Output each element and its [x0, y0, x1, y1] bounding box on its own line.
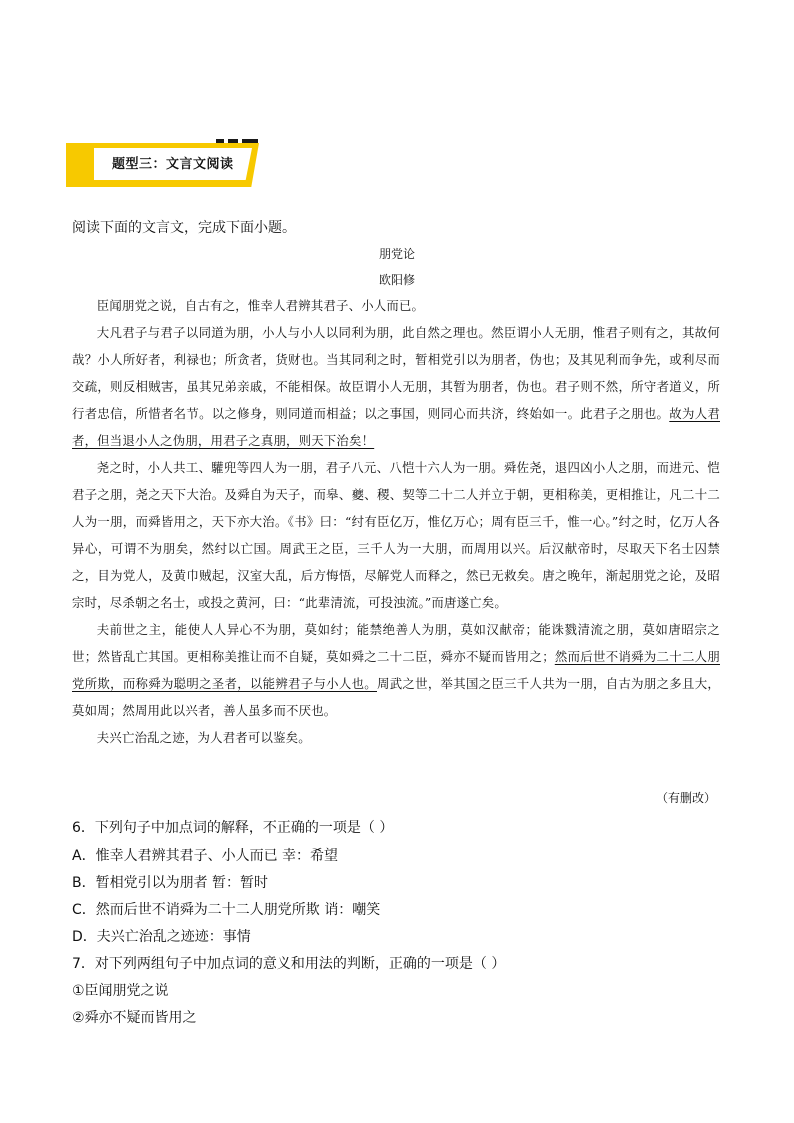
section-title: 题型三：文言文阅读: [112, 157, 234, 172]
passage-text: 周武之世，举其国之臣三千人共为一朋，自古为朋之多且大，莫如周；然周用此以兴者，善人虽多而不厌也。: [72, 676, 720, 718]
banner-decoration: [216, 139, 224, 143]
passage-text: 大凡君子与君子以同道为朋，小人与小人以同利为朋，此自然之理也。然臣谓小人无朋，惟君子则有之，其故何哉？小人所好者，利禄也；所贪者，货财也。当其同利之时，暂相党引以为朋者，伪也；及其见利而争先，或利尽而交疏，则反相贼害，虽其兄弟亲戚，不能相保。故臣谓小人无朋，其暂为朋者，伪也。君子则不然，所守者道义，所行者忠信，所惜者名节。以之修身，则同道而相益；以之事国，则同心而共济，终始如一。此君子之朋也。: [72, 325, 720, 421]
option-b: B．暂相党引以为朋者 暂：暂时: [72, 875, 269, 891]
banner-decoration: [242, 139, 258, 143]
passage-text: 尧之时，小人共工、驩兜等四人为一朋，君子八元、八恺十六人为一朋。舜佐尧，退四凶小人之朋，而进元、恺君子之朋，尧之天下大治。及舜自为天子，而皋、夔、稷、契等二十二人并立于朝，更相称美，更相推让，凡二十二人为一朋，而舜皆用之，天下亦大治。《书》曰：“纣有臣亿万，惟亿万心；周有臣三千，惟一心。”纣之时，亿万人各异心，可谓不为朋矣，然纣以亡国。周武王之臣，三千人为一大朋，而周用以兴。后汉献帝时，尽取天下名士囚禁之，目为党人，及黄巾贼起，汉室大乱，后方悔悟，尽解党人而释之，然已无救矣。唐之晚年，渐起朋党之论，及昭宗时，尽杀朝之名士，或投之黄河，曰：“此辈清流，可投浊流。”而唐遂亡矣。: [72, 460, 720, 610]
banner-decoration: [228, 139, 238, 143]
underlined-sentence: 然而后世不诮舜为二十二人朋党所欺，而称舜为聪明之圣者，以能辨君子与小人也。: [72, 649, 720, 691]
passage-title: 朋党论: [378, 247, 415, 261]
question-7-stem: 7．对下列两组句子中加点词的意义和用法的判断，正确的一项是（ ）: [72, 956, 506, 972]
question-7-item-1: ①臣闻朋党之说: [72, 983, 169, 999]
option-c: C．然而后世不诮舜为二十二人朋党所欺 诮：嘲笑: [72, 902, 381, 918]
option-a: A．惟幸人君辨其君子、小人而已 幸：希望: [72, 848, 339, 864]
option-d: D．夫兴亡治乱之迹迹：事情: [72, 929, 251, 945]
passage-paragraph: [72, 292, 720, 319]
source-note: （有删改）: [655, 791, 716, 805]
passage-paragraph: [72, 454, 720, 616]
question-7-item-2: ②舜亦不疑而皆用之: [72, 1010, 197, 1026]
underlined-sentence: 故为人君者，但当退小人之伪朋，用君子之真朋，则天下治矣！: [72, 406, 720, 448]
passage-text: 臣闻朋党之说，自古有之，惟幸人君辨其君子、小人而已。: [96, 298, 425, 313]
question-6-stem: 6．下列句子中加点词的解释，不正确的一项是（ ）: [72, 820, 394, 836]
passage-author: 欧阳修: [378, 273, 415, 287]
passage-body: [72, 292, 720, 751]
section-banner: [66, 143, 259, 187]
instruction-text: 阅读下面的文言文，完成下面小题。: [72, 220, 296, 236]
passage-text: 夫前世之主，能使人人异心不为朋，莫如纣；能禁绝善人为朋，莫如汉献帝；能诛戮清流之朋，莫如唐昭宗之世；然皆乱亡其国。更相称美推让而不自疑，莫如舜之二十二臣，舜亦不疑而皆用之；: [72, 622, 720, 664]
passage-paragraph: [72, 319, 720, 454]
passage-paragraph: [72, 616, 720, 724]
passage-paragraph: [72, 724, 720, 751]
passage-text: 夫兴亡治乱之迹，为人君者可以鉴矣。: [96, 730, 311, 745]
